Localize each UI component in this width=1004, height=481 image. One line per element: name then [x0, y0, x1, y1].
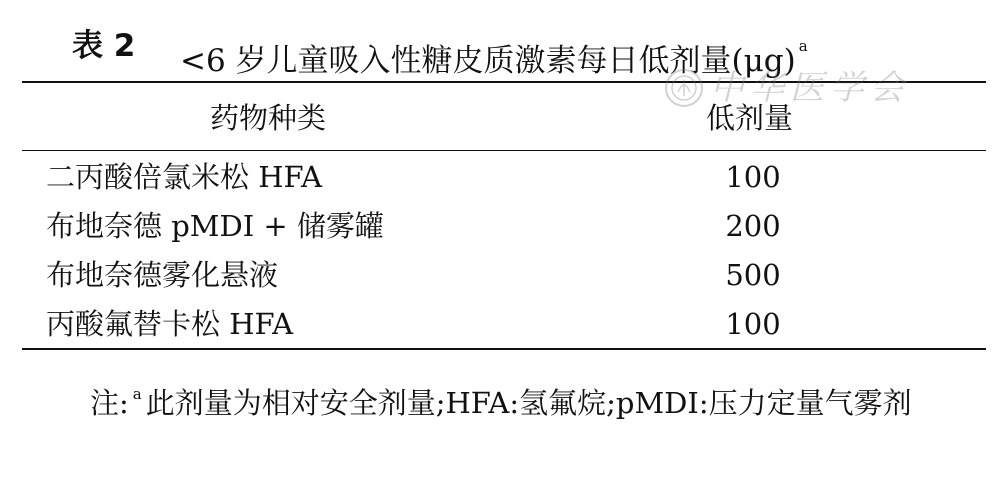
- dose-cell: 100: [725, 307, 781, 341]
- column-header-dose: 低剂量: [706, 101, 794, 135]
- drug-cell: 二丙酸倍氯米松 HFA: [46, 160, 323, 194]
- column-header-drug: 药物种类: [210, 101, 327, 135]
- seal-logo-icon: [664, 68, 704, 108]
- drug-cell: 丙酸氟替卡松 HFA: [46, 307, 294, 341]
- table-number: 表 2: [72, 28, 136, 64]
- drug-cell: 布地奈德雾化悬液: [46, 258, 279, 292]
- dose-cell: 200: [725, 209, 781, 243]
- dose-cell: 500: [725, 258, 781, 292]
- dose-cell: 100: [725, 160, 781, 194]
- table-title-text: <6 岁儿童吸入性糖皮质激素每日低剂量(μg): [180, 43, 796, 79]
- title-footnote-marker: a: [798, 37, 808, 55]
- table-header-rule: [22, 150, 986, 151]
- watermark-text: 中华医学会: [710, 68, 910, 108]
- journal-watermark: [664, 66, 964, 114]
- footnote-marker: a: [132, 385, 142, 403]
- table-footnote: [22, 368, 994, 429]
- table-bottom-rule: [22, 348, 986, 350]
- footnote-prefix: 注:: [90, 386, 129, 420]
- footnote-text: 此剂量为相对安全剂量;HFA:氢氟烷;pMDI:压力定量气雾剂: [145, 386, 912, 420]
- drug-cell: 布地奈德 pMDI + 储雾罐: [46, 209, 384, 243]
- table-caption: [0, 20, 1004, 79]
